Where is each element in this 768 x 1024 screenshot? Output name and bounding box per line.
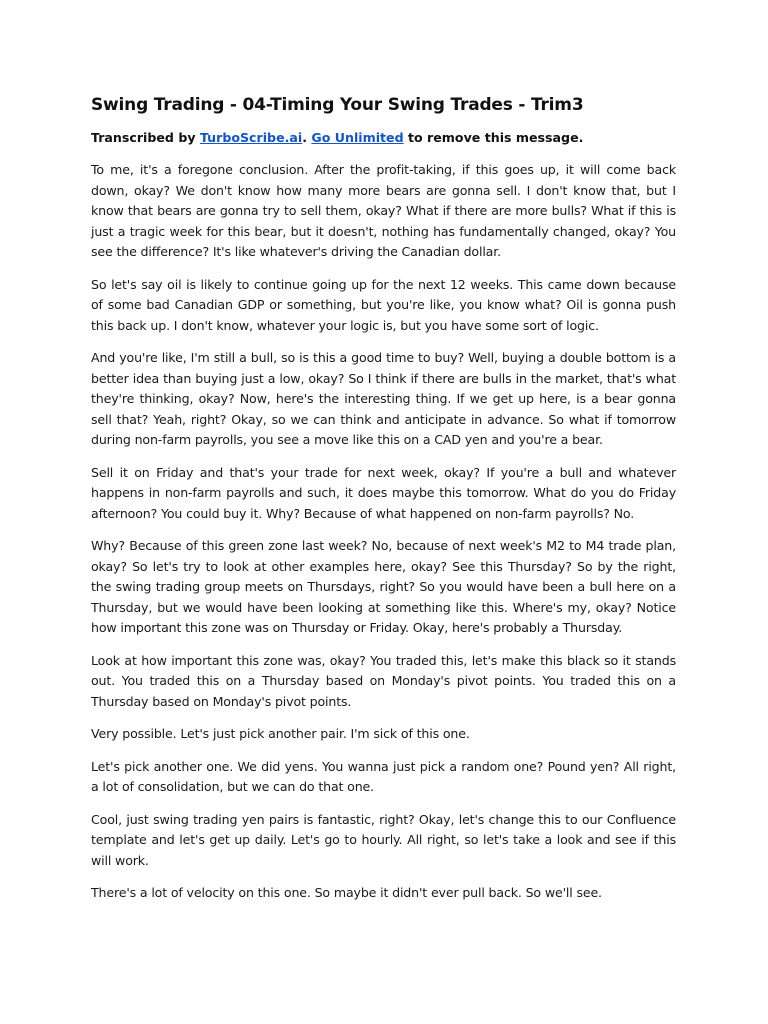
paragraph: Cool, just swing trading yen pairs is fantastic, right? Okay, let's change this to our Confluence template and let's get up daily. Let's go to hourly. All right, so let's take a look and see if this will work. <box>91 811 676 868</box>
paragraph: So let's say oil is likely to continue going up for the next 12 weeks. This came down because of some bad Canadian GDP or something, but you're like, you know what? Oil is gonna push this back up. I don't know, whatever your logic is, but you have some sort of logic. <box>91 276 676 333</box>
transcription-credit <box>91 129 676 147</box>
turboscribe-link[interactable]: TurboScribe.ai <box>199 130 303 145</box>
paragraph: Look at how important this zone was, okay? You traded this, let's make this black so it stands out. You traded this on a Thursday based on Monday's pivot points. You traded this on a Thursday based on Monday's pivot points. <box>91 652 676 709</box>
document-title: Swing Trading - 04-Timing Your Swing Trades - Trim3 <box>91 95 584 115</box>
paragraph: Sell it on Friday and that's your trade for next week, okay? If you're a bull and whatever happens in non-farm payrolls and such, it does maybe this tomorrow. What do you do Friday afternoon? You could buy it. Why? Because of what happened on non-farm payrolls? No. <box>91 464 676 521</box>
go-unlimited-link[interactable]: Go Unlimited <box>311 130 404 145</box>
document-page <box>91 93 676 916</box>
credit-prefix: Transcribed by <box>91 130 200 145</box>
credit-separator: . <box>302 130 312 145</box>
paragraph: Very possible. Let's just pick another pair. I'm sick of this one. <box>91 726 470 741</box>
credit-suffix: to remove this message. <box>403 130 584 145</box>
paragraph: Why? Because of this green zone last week? No, because of next week's M2 to M4 trade plan, okay? So let's try to look at other examples here, okay? See this Thursday? So by the right, the swing trading group meets on Thursdays, right? So you would have been a bull here on a Thursday, but we would have been looking at something like this. Where's my, okay? Notice how important this zone was on Thursday or Friday. Okay, here's probably a Thursday. <box>91 538 676 635</box>
paragraph: There's a lot of velocity on this one. So maybe it didn't ever pull back. So we'll see. <box>91 885 602 900</box>
paragraph: To me, it's a foregone conclusion. After the profit-taking, if this goes up, it will come back down, okay? We don't know how many more bears are gonna sell. I don't know that, but I know that bears are gonna try to sell them, okay? What if there are more bulls? What if this is just a tragic week for this bear, but it doesn't, nothing has fundamentally changed, okay? You see the difference? It's like whatever's driving the Canadian dollar. <box>91 162 676 259</box>
paragraph: Let's pick another one. We did yens. You wanna just pick a random one? Pound yen? All right, a lot of consolidation, but we can do that one. <box>91 758 676 794</box>
paragraph: And you're like, I'm still a bull, so is this a good time to buy? Well, buying a double bottom is a better idea than buying just a low, okay? So I think if there are bulls in the market, that's what they're thinking, okay? Now, here's the interesting thing. If we get up here, is a bear gonna sell that? Yeah, right? Okay, so we can think and anticipate in advance. So what if tomorrow during non-farm payrolls, you see a move like this on a CAD yen and you're a bear. <box>91 350 676 447</box>
